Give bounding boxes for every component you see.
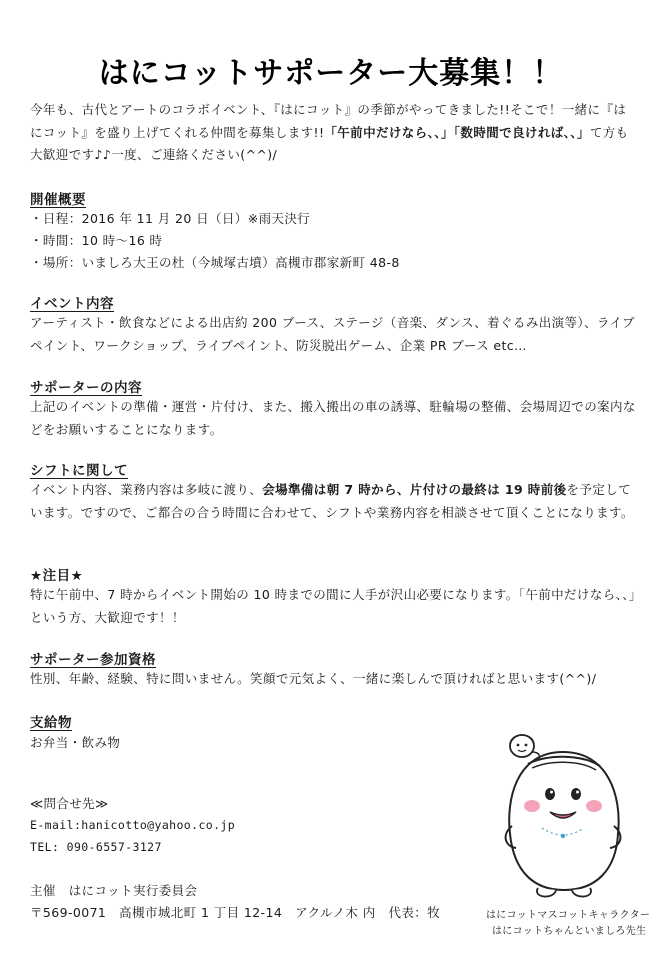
overview-place: ・場所：いましろ大王の杜（今城塚古墳）高槻市郡家新町 48-8 xyxy=(30,255,400,270)
shift-text-1: イベント内容、業務内容は多岐に渡り、 xyxy=(30,482,263,497)
contact-tel: TEL: 090-6557-3127 xyxy=(30,840,162,854)
intro-text-1: 今年も、古代とアートのコラボイベント、『はにコット』の季節がやってきました!!そこで！一緒に『はにコット』を盛り上げてくれる仲間を募集します!! xyxy=(30,102,627,140)
intro-paragraph xyxy=(30,99,636,167)
small-character-icon xyxy=(510,735,539,760)
notice-body: 特に午前中、7 時からイベント開始の 10 時までの間に人手が沢山必要になります。「午前中だけなら、、」という方、大歓迎です！！ xyxy=(30,587,636,625)
contact-heading: ≪問合せ先≫ xyxy=(30,796,109,811)
notice-heading: ★注目★ xyxy=(30,568,84,584)
shift-body xyxy=(30,479,636,524)
qualification-heading: サポーター参加資格 xyxy=(30,652,156,668)
page-title: はにコットサポーター大募集！！ xyxy=(98,56,564,91)
event-body: アーティスト・飲食などによる出店約 200 ブース、ステージ（音楽、ダンス、着ぐるみ出演等）、ライブペイント、ワークショップ、ライブペイント、防災脱出ゲーム、企業 PR ブース etc… xyxy=(30,315,635,353)
overview-date: ・日程：2016 年 11 月 20 日（日）※雨天決行 xyxy=(30,211,311,226)
overview-heading: 開催概要 xyxy=(30,192,86,208)
organizer-address: 〒569-0071 高槻市城北町 1 丁目 12-14 アクルノ木 内 代表：牧 xyxy=(30,905,441,920)
mascot-caption-2: はにコットちゃんといましろ先生 xyxy=(492,926,647,937)
event-heading: イベント内容 xyxy=(30,296,114,312)
mascot-caption-1: はにコットマスコットキャラクター xyxy=(486,910,651,921)
organizer-name: 主催 はにコット実行委員会 xyxy=(30,883,198,898)
contact-email: E-mail:hanicotto@yahoo.co.jp xyxy=(30,818,236,832)
shift-text-2: を予定しています。ですので、ご都合の合う時間に合わせて、シフトや業務内容を相談させて頂くことになります。 xyxy=(30,482,634,520)
qualification-body: 性別、年齢、経験、特に問いません。笑顔で元気よく、一緒に楽しんで頂ければと思います(^^)/ xyxy=(30,671,597,686)
supply-heading: 支給物 xyxy=(30,715,72,731)
supply-body: お弁当・飲み物 xyxy=(30,735,121,750)
overview-time: ・時間：10 時〜16 時 xyxy=(30,233,163,248)
mascot-illustration xyxy=(488,722,638,904)
supporter-heading: サポーターの内容 xyxy=(30,380,142,396)
shift-heading: シフトに関して xyxy=(30,463,128,479)
supporter-body: 上記のイベントの準備・運営・片付け、また、搬入搬出の車の誘導、駐輪場の整備、会場周辺での案内などをお願いすることになります。 xyxy=(30,399,636,437)
shift-highlight: 会場準備は朝 7 時から、片付けの最終は 19 時前後 xyxy=(262,482,567,497)
intro-text-2: て方も大歓迎です♪♪一度、ご連絡ください(^^)/ xyxy=(30,124,629,162)
intro-highlight: 「午前中だけなら、、」「数時間で良ければ、、」 xyxy=(324,124,590,140)
